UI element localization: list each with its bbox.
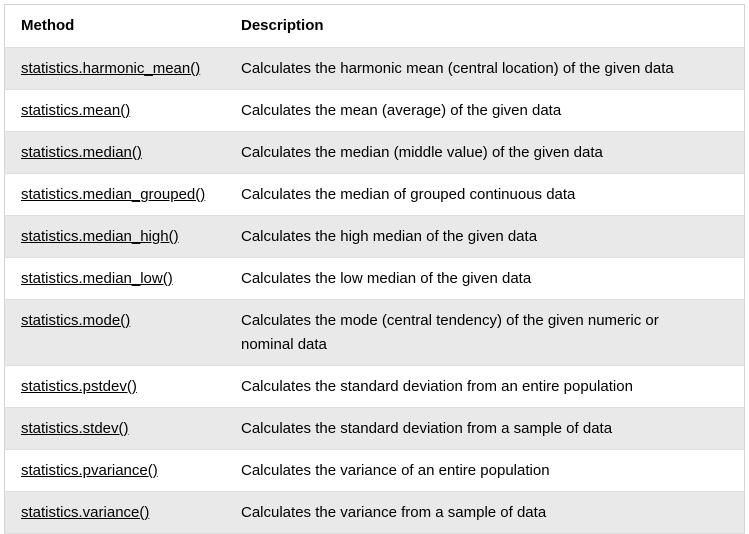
description-cell: Calculates the median (middle value) of the given data	[227, 132, 745, 174]
table-row	[5, 216, 745, 258]
method-cell	[5, 408, 228, 450]
table-row	[5, 174, 745, 216]
table-row	[5, 300, 745, 366]
description-cell: Calculates the high median of the given data	[227, 216, 745, 258]
table-row	[5, 492, 745, 534]
header-description: Description	[227, 5, 745, 48]
method-link-median[interactable]: statistics.median()	[21, 144, 142, 161]
description-cell: Calculates the low median of the given data	[227, 258, 745, 300]
method-link-stdev[interactable]: statistics.stdev()	[21, 420, 129, 437]
description-cell: Calculates the mode (central tendency) of the given numeric or nominal data	[227, 300, 745, 366]
description-cell: Calculates the standard deviation from an entire population	[227, 366, 745, 408]
table-row	[5, 132, 745, 174]
method-link-mean[interactable]: statistics.mean()	[21, 102, 131, 119]
description-cell: Calculates the variance of an entire population	[227, 450, 745, 492]
method-cell	[5, 366, 228, 408]
method-cell	[5, 90, 228, 132]
description-cell: Calculates the variance from a sample of data	[227, 492, 745, 534]
method-cell	[5, 450, 228, 492]
method-link-pvariance[interactable]: statistics.pvariance()	[21, 462, 158, 479]
header-method: Method	[5, 5, 228, 48]
method-link-variance[interactable]: statistics.variance()	[21, 504, 150, 521]
method-link-mode[interactable]: statistics.mode()	[21, 312, 131, 329]
description-cell: Calculates the harmonic mean (central location) of the given data	[227, 48, 745, 90]
method-cell	[5, 492, 228, 534]
table-row	[5, 408, 745, 450]
methods-table-container	[4, 4, 745, 534]
description-cell: Calculates the median of grouped continuous data	[227, 174, 745, 216]
table-row	[5, 450, 745, 492]
method-link-harmonic-mean[interactable]: statistics.harmonic_mean()	[21, 60, 201, 77]
method-link-pstdev[interactable]: statistics.pstdev()	[21, 378, 137, 395]
description-cell: Calculates the mean (average) of the given data	[227, 90, 745, 132]
methods-table	[4, 4, 745, 534]
method-cell	[5, 48, 228, 90]
table-row	[5, 258, 745, 300]
method-cell	[5, 300, 228, 366]
method-cell	[5, 174, 228, 216]
table-header-row	[5, 5, 745, 48]
method-cell	[5, 132, 228, 174]
table-row	[5, 48, 745, 90]
method-cell	[5, 258, 228, 300]
method-cell	[5, 216, 228, 258]
table-row	[5, 366, 745, 408]
table-row	[5, 90, 745, 132]
method-link-median-grouped[interactable]: statistics.median_grouped()	[21, 186, 206, 203]
method-link-median-high[interactable]: statistics.median_high()	[21, 228, 179, 245]
description-cell: Calculates the standard deviation from a sample of data	[227, 408, 745, 450]
method-link-median-low[interactable]: statistics.median_low()	[21, 270, 173, 287]
